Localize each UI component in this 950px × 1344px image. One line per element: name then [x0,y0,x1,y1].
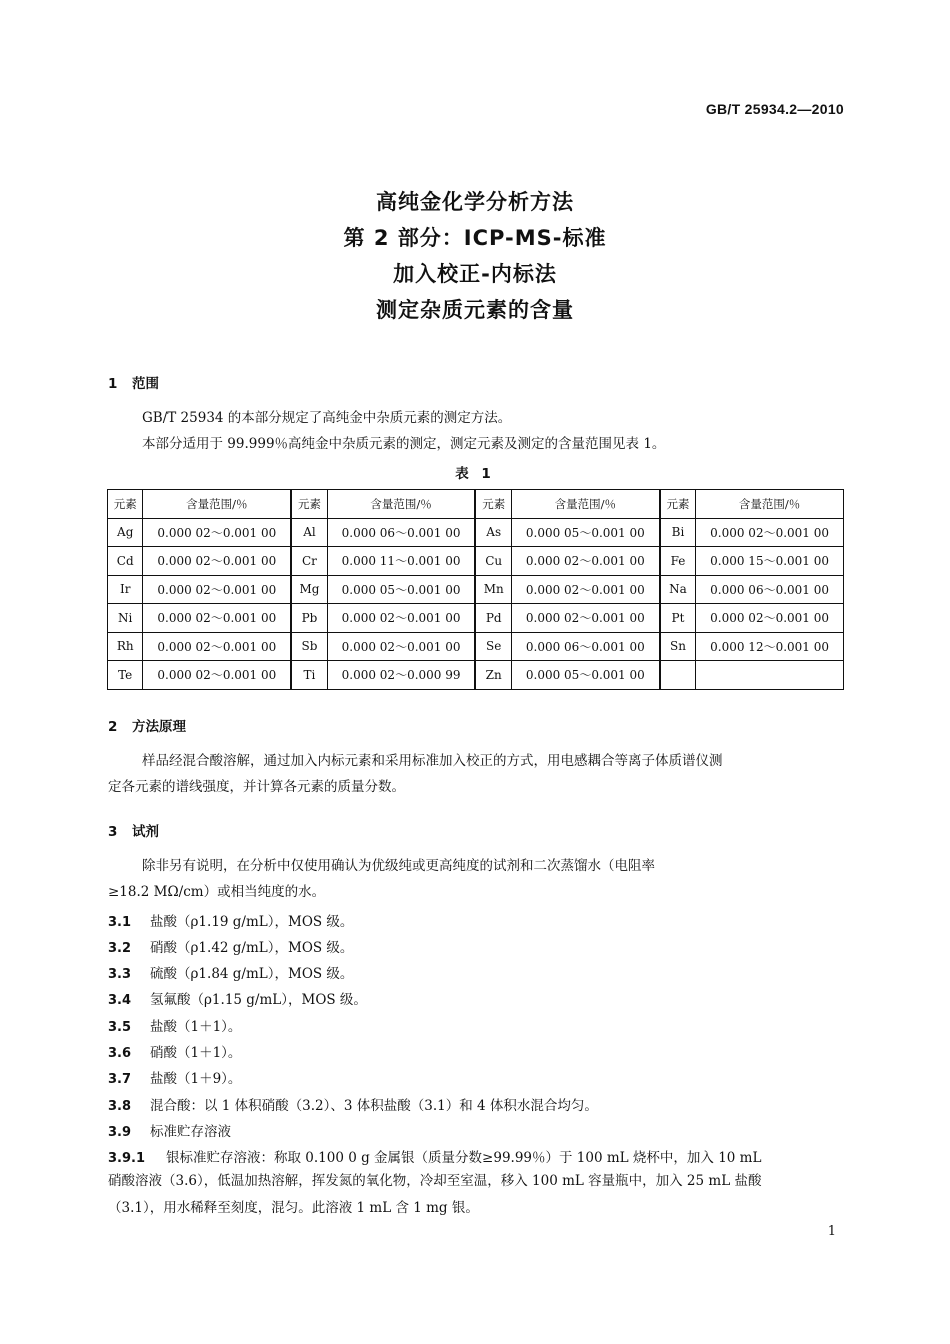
header-element: 元素 [108,490,143,519]
reagent-text: 盐酸（ρ1.19 g/mL），MOS 级。 [150,914,354,930]
header-range: 含量范围/％ [696,490,844,519]
section-1-paragraph-2: 本部分适用于 99.999％高纯金中杂质元素的测定，测定元素及测定的含量范围见表 1。 [142,436,666,452]
range-cell: 0.000 02～0.001 00 [143,632,291,661]
element-cell: Ti [291,661,327,690]
element-cell: Al [291,518,327,547]
reagent-text: 硫酸（ρ1.84 g/mL），MOS 级。 [150,966,354,982]
element-cell: Mg [291,575,327,604]
element-cell: Ir [108,575,143,604]
range-cell: 0.000 11～0.001 00 [327,547,475,576]
reagent-number: 3.7 [108,1072,132,1087]
reagent-item [108,910,353,930]
reagent-text: 氢氟酸（ρ1.15 g/mL），MOS 级。 [150,992,367,1008]
range-cell: 0.000 02～0.001 00 [143,575,291,604]
table-row [108,661,844,690]
element-cell: Rh [108,632,143,661]
reagent-number: 3.4 [108,993,132,1008]
reagent-item-3-9-1 [108,1146,761,1166]
element-cell: Fe [660,547,696,576]
reagent-3-9-1-line-2: 硝酸溶液（3.6），低温加热溶解，挥发氮的氧化物，冷却至室温，移入 100 mL 容量瓶中，加入 25 mL 盐酸 [108,1173,762,1189]
reagent-3-9-1-line-3: （3.1），用水稀释至刻度，混匀。此溶液 1 mL 含 1 mg 银。 [108,1200,479,1216]
range-cell: 0.000 02～0.001 00 [143,547,291,576]
range-cell: 0.000 02～0.001 00 [143,661,291,690]
table-row [108,518,844,547]
table-row [108,632,844,661]
title-line-4: 测定杂质元素的含量 [376,298,574,322]
table-row [108,604,844,633]
range-cell: 0.000 05～0.001 00 [511,518,659,547]
range-cell: 0.000 02～0.001 00 [511,547,659,576]
reagent-text: 硝酸（1＋1）。 [150,1045,242,1061]
range-cell: 0.000 02～0.001 00 [327,632,475,661]
section-3-intro-line-1: 除非另有说明，在分析中仅使用确认为优级纯或更高纯度的试剂和二次蒸馏水（电阻率 [142,858,655,874]
section-3-heading [108,820,159,840]
element-cell: Mn [475,575,511,604]
range-cell: 0.000 15～0.001 00 [696,547,844,576]
reagent-text: 盐酸（1＋1）。 [150,1019,242,1035]
reagent-number: 3.3 [108,967,132,982]
reagent-text: 盐酸（1＋9）。 [150,1071,242,1087]
table-1-caption: 表 1 [455,466,495,482]
element-cell: Pt [660,604,696,633]
element-cell: Se [475,632,511,661]
document-title [0,184,950,328]
range-cell: 0.000 02～0.001 00 [143,604,291,633]
range-cell: 0.000 02～0.000 99 [327,661,475,690]
section-1-number: 1 [108,376,118,392]
header-element: 元素 [291,490,327,519]
table-header-row [108,490,844,519]
element-cell: Na [660,575,696,604]
reagent-number: 3.2 [108,941,132,956]
element-cell: Pd [475,604,511,633]
range-cell: 0.000 12～0.001 00 [696,632,844,661]
reagent-number: 3.8 [108,1099,132,1114]
reagent-item [108,1120,231,1140]
table-row [108,575,844,604]
range-cell: 0.000 02～0.001 00 [143,518,291,547]
range-cell: 0.000 02～0.001 00 [511,575,659,604]
section-2-number: 2 [108,719,118,735]
element-cell: Pb [291,604,327,633]
title-line-1: 高纯金化学分析方法 [376,190,574,214]
header-element: 元素 [475,490,511,519]
section-2-line-2: 定各元素的谱线强度，并计算各元素的质量分数。 [108,779,405,795]
reagent-text: 标准贮存溶液 [150,1124,231,1140]
section-1-heading [108,372,159,392]
range-cell: 0.000 02～0.001 00 [511,604,659,633]
reagent-text: 硝酸（ρ1.42 g/mL），MOS 级。 [150,940,354,956]
element-cell: Zn [475,661,511,690]
title-line-3: 加入校正-内标法 [393,262,557,286]
element-cell: Te [108,661,143,690]
standard-code: GB/T 25934.2—2010 [705,101,844,117]
header-range: 含量范围/％ [511,490,659,519]
element-cell: Cd [108,547,143,576]
section-2-heading [108,715,186,735]
section-2-line-1: 样品经混合酸溶解，通过加入内标元素和采用标准加入校正的方式，用电感耦合等离子体质谱仪测 [142,753,723,769]
header-range: 含量范围/％ [327,490,475,519]
reagent-item [108,988,367,1008]
section-1-paragraph-1: GB/T 25934 的本部分规定了高纯金中杂质元素的测定方法。 [142,410,512,426]
section-2-title: 方法原理 [132,719,186,735]
element-cell: Cu [475,547,511,576]
header-range: 含量范围/％ [143,490,291,519]
reagent-item [108,1015,241,1035]
table-row [108,547,844,576]
range-cell: 0.000 06～0.001 00 [696,575,844,604]
reagent-item [108,1041,241,1061]
reagent-number: 3.9 [108,1125,132,1140]
element-cell [660,661,696,690]
reagent-text: 混合酸：以 1 体积硝酸（3.2）、3 体积盐酸（3.1）和 4 体积水混合均匀。 [150,1098,598,1114]
range-cell: 0.000 02～0.001 00 [696,518,844,547]
range-cell [696,661,844,690]
section-3-title: 试剂 [132,824,159,840]
element-cell: Cr [291,547,327,576]
reagent-item [108,1094,598,1114]
reagent-item [108,962,353,982]
range-cell: 0.000 05～0.001 00 [327,575,475,604]
element-cell: Ni [108,604,143,633]
section-1-title: 范围 [132,376,159,392]
reagent-text: 银标准贮存溶液：称取 0.100 0 g 金属银（质量分数≥99.99％）于 100 mL 烧杯中，加入 10 mL [166,1150,762,1166]
reagent-item [108,936,353,956]
table-1-body [108,518,844,689]
title-line-2: 第 2 部分：ICP-MS-标准 [343,226,607,250]
range-cell: 0.000 05～0.001 00 [511,661,659,690]
reagent-number: 3.9.1 [108,1151,146,1166]
range-cell: 0.000 06～0.001 00 [327,518,475,547]
range-cell: 0.000 02～0.001 00 [327,604,475,633]
element-cell: Bi [660,518,696,547]
reagent-number: 3.5 [108,1020,132,1035]
reagent-number: 3.6 [108,1046,132,1061]
element-cell: Sb [291,632,327,661]
element-cell: Ag [108,518,143,547]
element-cell: Sn [660,632,696,661]
reagent-item [108,1067,241,1087]
section-3-intro-line-2: ≥18.2 MΩ/cm）或相当纯度的水。 [108,884,326,900]
header-element: 元素 [660,490,696,519]
table-1 [107,489,844,690]
section-3-number: 3 [108,824,118,840]
reagent-number: 3.1 [108,915,132,930]
range-cell: 0.000 06～0.001 00 [511,632,659,661]
range-cell: 0.000 02～0.001 00 [696,604,844,633]
element-cell: As [475,518,511,547]
page-number: 1 [827,1224,836,1239]
